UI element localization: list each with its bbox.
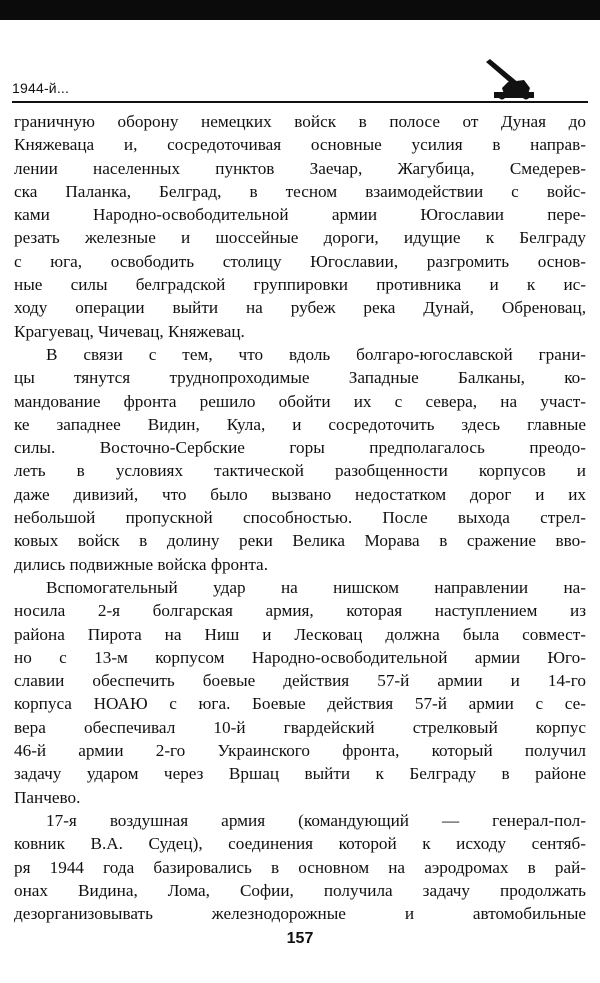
text-line: задачу ударом через Вршац выйти к Белграду в районе — [14, 764, 586, 784]
text-line: граничную оборону немецких войск в полосе от Дуная до — [14, 112, 586, 131]
paragraph — [14, 343, 586, 576]
text-line: онах Видина, Лома, Софии, получила задачу продолжать — [14, 880, 586, 900]
text-line: ходу операции выйти на рубеж река Дунай, Обреновац, — [14, 298, 586, 318]
text-line: силы. Восточно-Сербские горы предполагалось преодо- — [14, 438, 586, 458]
artillery-gun-icon — [484, 58, 536, 102]
text-line: небольшой пропускной способностью. После выхода стрел- — [14, 508, 586, 528]
text-line: ска Паланка, Белград, в тесном взаимодействии с войс- — [14, 181, 586, 201]
text-line: ками Народно-освободительной армии Югославии пере- — [14, 205, 586, 225]
text-line: Вспомогательный удар на нишском направлении на- — [46, 577, 586, 597]
paragraph — [14, 110, 586, 343]
text-line: 46-й армии 2-го Украинского фронта, который получил — [14, 741, 586, 761]
text-line: даже дивизий, что было вызвано недостатком дорог и их — [14, 484, 586, 504]
top-black-band — [0, 0, 600, 20]
text-line: но с 13-м корпусом Народно-освободительной армии Юго- — [14, 647, 586, 667]
page-number: 157 — [286, 930, 314, 947]
text-line: ные силы белградской группировки противника и к ис- — [14, 275, 586, 295]
text-line: вера обеспечивал 10-й гвардейский стрелковый корпус — [14, 717, 586, 737]
paragraph — [14, 576, 586, 809]
text-line: мандование фронта решило обойти их с севера, на участ- — [14, 391, 586, 411]
text-line: с юга, освободить столицу Югославии, разгромить основ- — [14, 251, 586, 271]
text-line: Крагуевац, Чичевац, Княжевац. — [14, 321, 245, 341]
text-line: леть в условиях тактической разобщенности корпусов и — [14, 461, 586, 481]
text-line: резать железные и шоссейные дороги, идущие к Белграду — [14, 228, 586, 248]
text-line: 17-я воздушная армия (командующий — генерал-пол- — [46, 810, 586, 830]
text-line: района Пирота на Ниш и Лесковац должна была совмест- — [14, 624, 586, 644]
body-text — [14, 110, 586, 925]
header-rule — [12, 101, 588, 103]
text-line: лении населенных пунктов Заечар, Жагубица, Смедерев- — [14, 158, 586, 178]
paragraph — [14, 809, 586, 925]
text-line: славии обеспечить боевые действия 57-й армии и 14-го — [14, 671, 586, 691]
text-line: В связи с тем, что вдоль болгаро-югославской грани- — [46, 344, 586, 364]
running-title: 1944-й... — [12, 80, 70, 96]
text-line: дились подвижные войска фронта. — [14, 554, 268, 574]
text-line: ковых войск в долину реки Велика Морава в сражение вво- — [14, 531, 586, 551]
text-line: дезорганизовывать железнодорожные и автомобильные — [14, 904, 586, 924]
text-line: ковник В.А. Судец), соединения которой к исходу сентяб- — [14, 834, 586, 854]
text-line: носила 2-я болгарская армия, которая наступлением из — [14, 601, 586, 621]
text-line: цы тянутся труднопроходимые Западные Балканы, ко- — [14, 368, 586, 388]
text-line: Княжеваца и, сосредоточивая основные усилия в направ- — [14, 135, 586, 155]
text-line: Панчево. — [14, 787, 81, 807]
text-line: ке западнее Видин, Кула, и сосредоточить здесь главные — [14, 414, 586, 434]
text-line: корпуса НОАЮ с юга. Боевые действия 57-й армии с се- — [14, 694, 586, 714]
text-line: ря 1944 года базировались в основном на аэродромах в рай- — [14, 857, 586, 877]
